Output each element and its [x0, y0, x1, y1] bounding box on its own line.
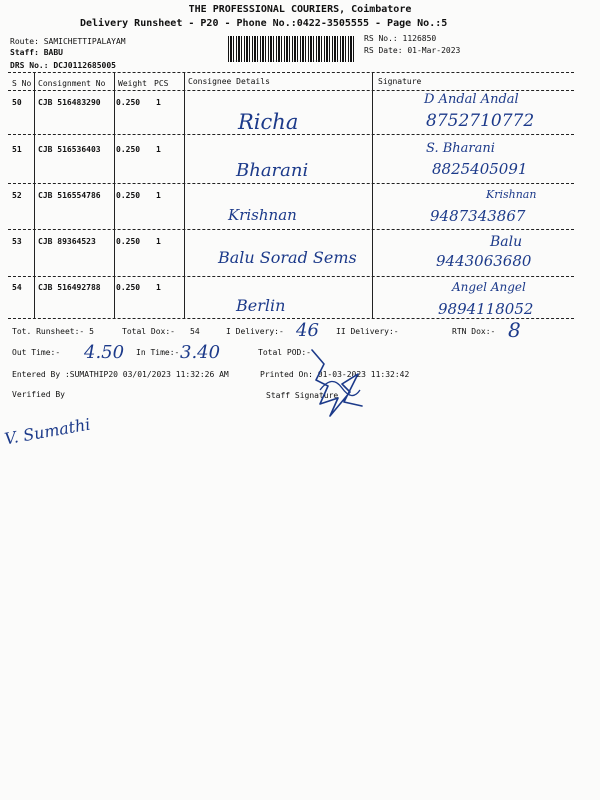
total-dox-value: 54 — [190, 327, 200, 336]
col-header-signature: Signature — [378, 77, 422, 86]
col-divider — [34, 72, 35, 318]
handwritten-phone: 9894118052 — [438, 300, 534, 318]
row-divider — [8, 276, 574, 277]
staff-text: Staff: BABU — [10, 48, 63, 57]
handwritten-consignee: Berlin — [236, 296, 286, 315]
route-text: Route: SAMICHETTIPALAYAM — [10, 37, 126, 46]
handwritten-consignee: Krishnan — [228, 206, 297, 224]
col-header-weight: Weight — [118, 79, 147, 88]
row-pcs: 1 — [156, 145, 161, 154]
out-time-label: Out Time:- — [12, 348, 61, 357]
ii-delivery-label: II Delivery:- — [336, 327, 399, 336]
in-time-label: In Time:- — [136, 348, 180, 357]
table-bottom-rule — [8, 318, 574, 319]
col-divider — [372, 72, 373, 318]
out-time-hand: 4.50 — [84, 342, 125, 363]
verified-by-label: Verified By — [12, 390, 65, 399]
printed-on: Printed On: 01-03-2023 11:32:42 — [260, 370, 410, 379]
handwritten-phone: 9443063680 — [436, 252, 532, 270]
row-consignment: CJB 516536403 — [38, 145, 101, 154]
col-header-sno: S No — [12, 79, 32, 88]
row-divider — [8, 134, 574, 135]
staff-signature-scribble — [298, 344, 370, 426]
row-divider — [8, 183, 574, 184]
rtn-dox-label: RTN Dox:- — [452, 327, 496, 336]
row-pcs: 1 — [156, 191, 161, 200]
row-consignment: CJB 516483290 — [38, 98, 101, 107]
in-time-hand: 3.40 — [180, 342, 221, 363]
i-delivery-label: I Delivery:- — [226, 327, 284, 336]
row-pcs: 1 — [156, 98, 161, 107]
drs-number: DRS No.: DCJ0112685005 — [10, 61, 116, 70]
entered-by: Entered By :SUMATHIP20 03/01/2023 11:32:26 AM — [12, 370, 229, 379]
handwritten-consignee: Balu Sorad Sems — [218, 248, 357, 267]
handwritten-signature: Krishnan — [486, 188, 537, 201]
runsheet-title: Delivery Runsheet - P20 - Phone No.:0422-3505555 - Page No.:5 — [80, 18, 448, 29]
handwritten-signature: Angel Angel — [452, 280, 526, 294]
handwritten-consignee: Bharani — [236, 160, 309, 181]
total-dox-label: Total Dox:- — [122, 327, 175, 336]
handwritten-consignee: Richa — [238, 110, 299, 134]
handwritten-signature: S. Bharani — [426, 141, 495, 156]
row-weight: 0.250 — [116, 283, 141, 292]
row-divider — [8, 229, 574, 230]
total-runsheet: Tot. Runsheet:- 5 — [12, 327, 94, 336]
i-delivery-hand: 46 — [296, 320, 319, 341]
row-sno: 54 — [12, 283, 22, 292]
row-weight: 0.250 — [116, 98, 141, 107]
total-pod-label: Total POD:- — [258, 348, 311, 357]
handwritten-phone: 8825405091 — [432, 160, 528, 178]
rs-date: RS Date: 01-Mar-2023 — [364, 46, 461, 55]
verifier-handwriting: V. Sumathi — [3, 414, 92, 449]
company-title: THE PROFESSIONAL COURIERS, Coimbatore — [188, 4, 412, 15]
row-sno: 50 — [12, 98, 22, 107]
col-header-consignment: Consignment No — [38, 79, 106, 88]
col-header-consignee: Consignee Details — [188, 77, 270, 86]
barcode — [228, 36, 354, 62]
row-pcs: 1 — [156, 237, 161, 246]
table-top-rule — [8, 72, 574, 73]
row-weight: 0.250 — [116, 145, 141, 154]
staff-signature-label: Staff Signature — [266, 391, 339, 400]
rtn-dox-hand: 8 — [508, 318, 521, 342]
row-consignment: CJB 516492788 — [38, 283, 101, 292]
col-header-pcs: PCS — [154, 79, 169, 88]
row-sno: 53 — [12, 237, 22, 246]
handwritten-signature: Balu — [490, 234, 523, 250]
col-divider — [114, 72, 115, 318]
handwritten-phone: 8752710772 — [426, 111, 535, 131]
row-weight: 0.250 — [116, 191, 141, 200]
handwritten-signature: D Andal Andal — [424, 92, 519, 107]
rs-number: RS No.: 1126850 — [364, 34, 437, 43]
row-sno: 52 — [12, 191, 22, 200]
table-header-rule — [8, 90, 574, 91]
row-sno: 51 — [12, 145, 22, 154]
handwritten-phone: 9487343867 — [430, 207, 526, 225]
col-divider — [184, 72, 185, 318]
row-pcs: 1 — [156, 283, 161, 292]
row-consignment: CJB 89364523 — [38, 237, 96, 246]
row-weight: 0.250 — [116, 237, 141, 246]
row-consignment: CJB 516554786 — [38, 191, 101, 200]
